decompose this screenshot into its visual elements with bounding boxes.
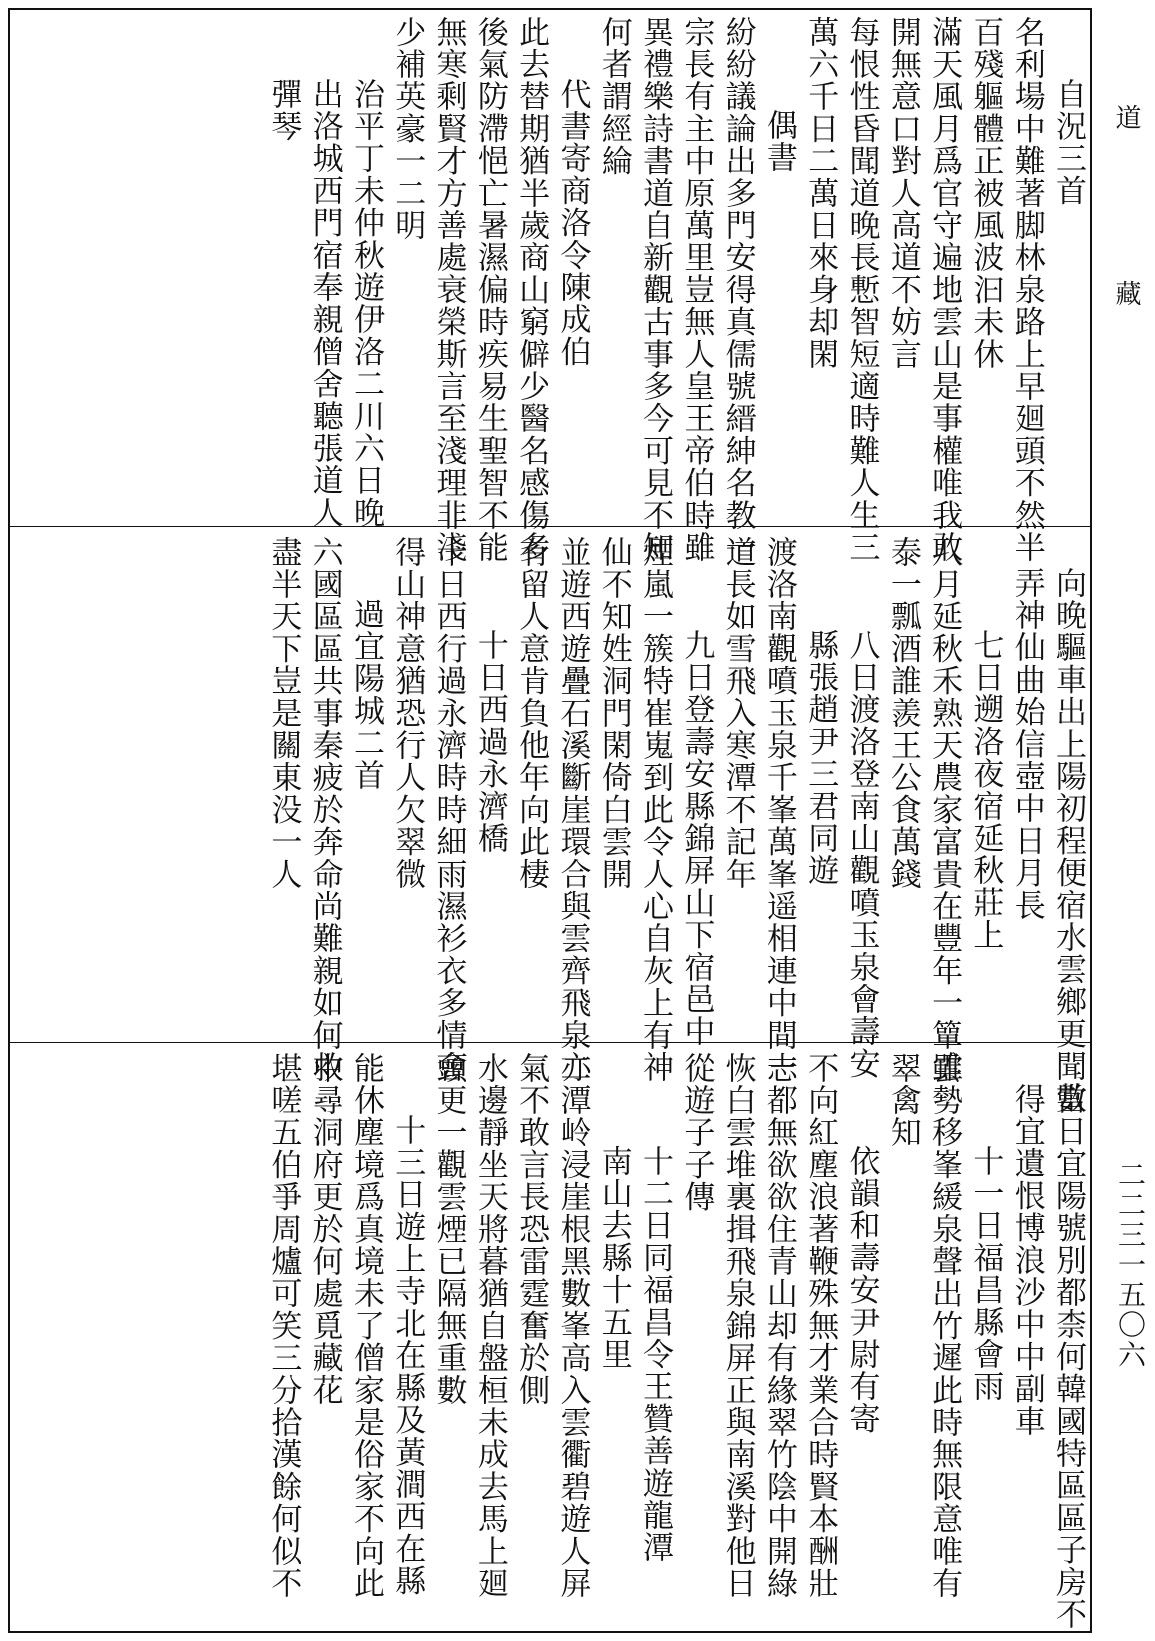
text-column: 滿天風月爲官守遍地雲山是事權唯我敢 xyxy=(926,16,963,564)
text-column: 過宜陽城二首 xyxy=(347,598,384,792)
text-column: 無寒剩賢才方善處衰榮斯言至淺理非淺 xyxy=(430,16,467,564)
text-column: 九日登壽安縣錦屏山下宿邑中 xyxy=(678,629,715,1048)
text-column: 依韻和壽安尹尉有寄 xyxy=(843,1145,880,1435)
text-column: 頭更一觀雲煙已隔無重數 xyxy=(430,1052,467,1407)
text-block-bottom xyxy=(14,1052,1088,1631)
text-column: 後氣防滯悒亡暑濕偏時疾易生聖智不能 xyxy=(471,16,508,564)
text-column: 十二日同福昌令王贊善遊龍潭 xyxy=(637,1145,674,1564)
text-column: 能休塵境爲真境未了僧家是俗家不向此 xyxy=(347,1052,384,1600)
text-column: 仙不知姓洞門閑倚白雲開 xyxy=(595,536,632,891)
text-column: 出洛城西門宿奉親僧舍聽張道人 xyxy=(306,78,343,529)
text-column: 六國區區共事秦疲於奔命尚難親如何救 xyxy=(306,536,343,1084)
text-column: 開無意口對人高道不妨言 xyxy=(884,16,921,371)
text-column: 名利場中難著脚林泉路上早廻頭不然半 xyxy=(1008,16,1045,564)
text-column: 偶書 xyxy=(760,109,797,174)
text-column: 得山神意猶恐行人欠翠微 xyxy=(389,536,426,891)
text-column: 代書寄商洛令陳成伯 xyxy=(554,78,591,368)
text-column: 水邊靜坐天將暮猶自盤桓未成去馬上廻 xyxy=(471,1052,508,1600)
text-column: 縣張趙尹三君同遊 xyxy=(802,629,839,887)
text-column: 紛紛議論出多門安得真儒號縉紳名教一 xyxy=(719,16,756,564)
page-number: 二二三一五〇六 xyxy=(1114,1160,1147,1370)
text-column: 向晚驅車出上陽初程便宿水雲鄉更聞數 xyxy=(1050,567,1086,1115)
text-column: 少補英豪一二明 xyxy=(389,16,426,242)
text-column: 此去替期猶半歲商山窮僻少醫名感傷多 xyxy=(513,16,550,564)
text-column: 渡洛南觀噴玉泉千峯萬峯遥相連中間一 xyxy=(760,536,797,1084)
text-column: 翠禽知 xyxy=(884,1052,921,1149)
text-column: 志都無欲欲住青山却有緣翠竹陰中開綠 xyxy=(760,1052,797,1600)
text-column: 八月延秋禾熟天農家富貴在豐年一簞雖 xyxy=(926,536,963,1084)
text-column: 十一日福昌縣會雨 xyxy=(967,1145,1004,1403)
text-block-top xyxy=(14,16,1088,564)
text-column: 氣不敢言長恐雷霆奮於側 xyxy=(513,1052,550,1407)
text-column: 中尋洞府更於何處覓藏花 xyxy=(306,1052,343,1407)
text-column: 恢白雲堆裏揖飛泉錦屏正與南溪對他日 xyxy=(719,1052,756,1600)
collection-title: 道藏 xyxy=(1111,104,1141,456)
text-column: 七日遡洛夜宿延秋莊上 xyxy=(967,629,1004,951)
text-column: 十日西行過永濟時時細雨濕衫衣多情會 xyxy=(430,536,467,1084)
text-column: 當日宜陽號別都柰何韓國特區區子房不 xyxy=(1050,1083,1086,1631)
text-column: 堪嗟五伯爭周爐可笑三分拾漢餘何似不 xyxy=(265,1052,302,1600)
text-column: 南山去縣十五里 xyxy=(595,1145,632,1371)
text-column: 泰一瓢酒誰羨王公食萬錢 xyxy=(884,536,921,891)
text-column: 盡半天下豈是關東没一人 xyxy=(265,536,302,891)
text-column: 異禮樂詩書道自新觀古事多今可見不知 xyxy=(637,16,674,564)
text-column: 有留人意肯負他年向此棲 xyxy=(513,536,550,891)
text-column: 煙嵐一簇特崔嵬到此令人心自灰上有神 xyxy=(637,536,674,1084)
text-column: 每恨性昏聞道晚長慙智短適時難人生三 xyxy=(843,16,880,564)
text-column: 宗長有主中原萬里豈無人皇王帝伯時雖 xyxy=(678,16,715,564)
text-column: 八日渡洛登南山觀噴玉泉會壽安 xyxy=(843,629,880,1080)
text-column: 何者謂經綸 xyxy=(595,16,632,177)
text-column: 萬六千日二萬日來身却閑 xyxy=(802,16,839,371)
text-column: 並遊西遊疊石溪斷崖環合與雲齊飛泉亦 xyxy=(554,536,591,1084)
text-column: 自況三首 xyxy=(1050,78,1086,207)
text-column: 治平丁未仲秋遊伊洛二川六日晚 xyxy=(347,78,384,529)
text-column: 得宜遺恨博浪沙中中副車 xyxy=(1008,1083,1045,1438)
text-column: 從遊子子傳 xyxy=(678,1052,715,1213)
text-column: 不向紅塵浪著鞭殊無才業合時賢本酬壯 xyxy=(802,1052,839,1600)
text-column: 百殘軀體正被風波汩未休 xyxy=(967,16,1004,371)
text-column: 二潭岭浸崖根黑數峯高入雲衢碧遊人屏 xyxy=(554,1052,591,1600)
text-column: 雲勢移峯緩泉聲出竹遲此時無限意唯有 xyxy=(926,1052,963,1600)
text-column: 道長如雪飛入寒潭不記年 xyxy=(719,536,756,891)
text-column: 彈琴 xyxy=(265,78,302,143)
text-column: 十日西過永濟橋 xyxy=(471,629,508,855)
text-column: 十三日遊上寺北在縣及黃澗西在縣 xyxy=(389,1114,426,1597)
text-column: 弄神仙曲始信壺中日月長 xyxy=(1008,567,1045,922)
